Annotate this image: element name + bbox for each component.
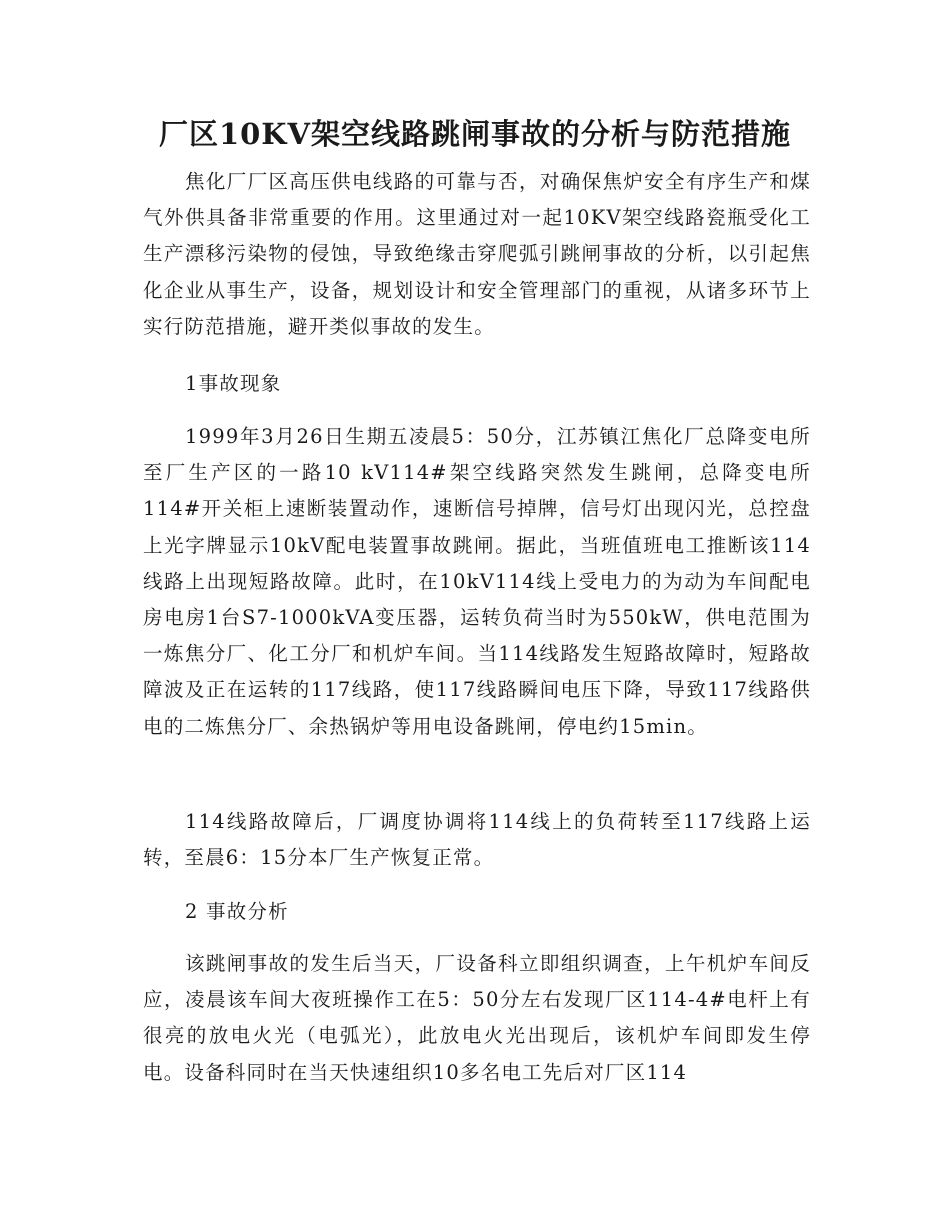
document-title: 厂区10KV架空线路跳闸事故的分析与防范措施 xyxy=(158,117,792,151)
recovery-paragraph: 114线路故障后，厂调度协调将114线上的负荷转至117线路上运转，至晨6：15分本厂生产恢复正常。 xyxy=(143,810,811,870)
section-heading-accident-analysis: 2 事故分析 xyxy=(185,900,289,923)
analysis-paragraph: 该跳闸事故的发生后当天，厂设备科立即组织调查，上午机炉车间反应，凌晨该车间大夜班操作工在5：50分左右发现厂区114-4#电杆上有很亮的放电火光（电弧光），此放电火光出现后，该机炉车间即发生停电。设备科同时在当天快速组织10多名电工先后对厂区114 xyxy=(143,952,811,1084)
section-heading-accident-phenomenon: 1事故现象 xyxy=(185,372,282,395)
accident-description-paragraph: 1999年3月26日生期五凌晨5：50分，江苏镇江焦化厂总降变电所至厂生产区的一路10 kV114#架空线路突然发生跳闸，总降变电所114#开关柜上速断装置动作，速断信号掉牌，信号灯出现闪光，总控盘上光字牌显示10kV配电装置事故跳闸。据此，当班值班电工推断该114线路上出现短路故障。此时，在10kV114线上受电力的为动为车间配电房电房1台S7-1000kVA变压器，运转负荷当时为550kW，供电范围为一炼焦分厂、化工分厂和机炉车间。当114线路发生短路故障时，短路故障波及正在运转的117线路，使117线路瞬间电压下降，导致117线路供电的二炼焦分厂、余热锅炉等用电设备跳闸，停电约15min。 xyxy=(143,425,811,738)
intro-paragraph: 焦化厂厂区高压供电线路的可靠与否，对确保焦炉安全有序生产和煤气外供具备非常重要的作用。这里通过对一起10KV架空线路瓷瓶受化工生产漂移污染物的侵蚀，导致绝缘击穿爬弧引跳闸事故的分析，以引起焦化企业从事生产，设备，规划设计和安全管理部门的重视，从诸多环节上实行防范措施，避开类似事故的发生。 xyxy=(143,170,811,338)
